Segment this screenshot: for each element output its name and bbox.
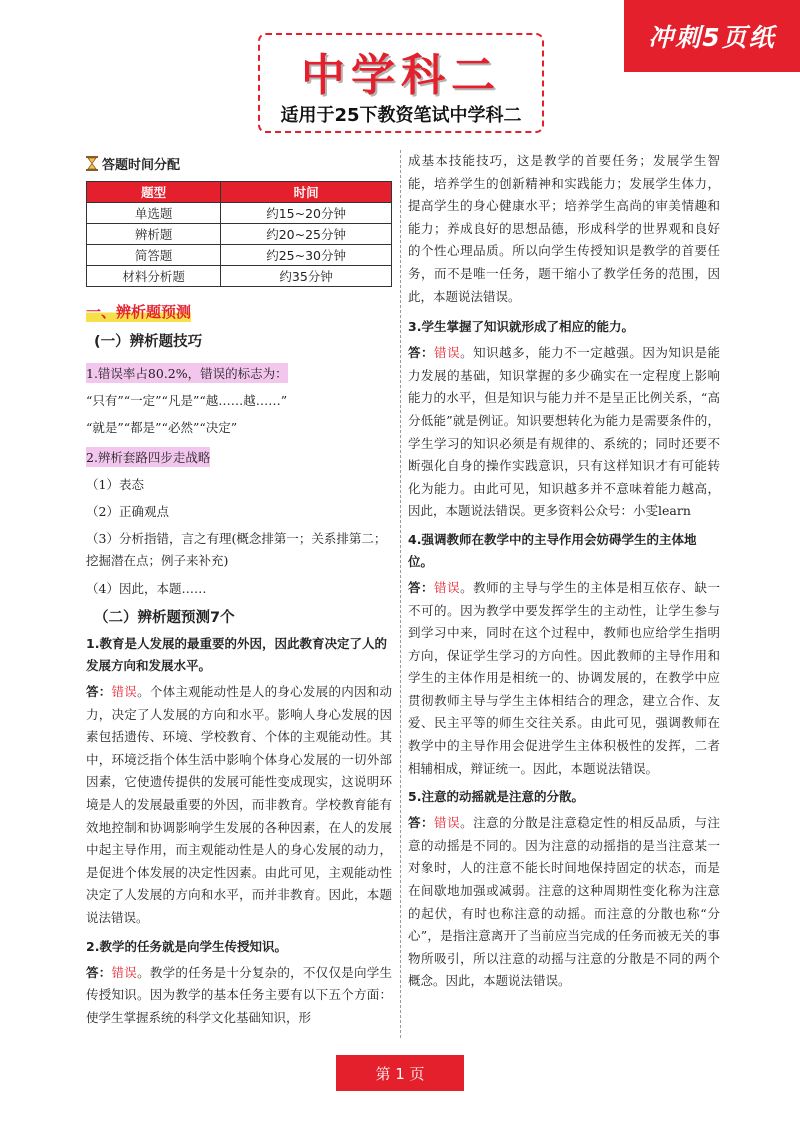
answer-4	[408, 577, 720, 780]
answer-label: 答：	[408, 345, 435, 361]
answer-3	[408, 342, 720, 523]
question-4: 4.强调教师在教学中的主导作用会妨碍学生的主体地位。	[408, 531, 697, 569]
column-header: 题型	[87, 182, 221, 203]
step-line: （1）表态	[86, 477, 144, 492]
answer-label: 答：	[408, 579, 435, 595]
step-line: （2）正确观点	[86, 504, 169, 519]
subsection-title: （二）辨析题预测7个	[94, 610, 235, 626]
answer-text: 。知识越多，能力不一定越强。因为知识是能力发展的基础，知识掌握的多少确实在一定程度上影响能力的水平，但是知识与能力并不是呈正比例关系，“高分低能”就是例证。知识要想转化为能力是需要条件的，学生学习的知识必须是有规律的、系统的；同时还要不断强化自身的操作实践意识，只有这样知识才有可能转化为能力。由此可见，知识越多并不意味着能力越高，因此，本题说法错误。更多资料公众号：小雯learn	[408, 345, 720, 519]
right-column	[408, 150, 720, 993]
table-cell: 约25~30分钟	[221, 245, 392, 266]
column-divider	[400, 150, 401, 1038]
answer-label: 答：	[86, 964, 112, 980]
wrong-verdict: 错误	[434, 815, 461, 831]
table-cell: 约20~25分钟	[221, 224, 392, 245]
table-row	[87, 245, 392, 266]
question-3: 3.学生掌握了知识就形成了相应的能力。	[408, 319, 634, 335]
answer-2-continued: 成基本技能技巧，这是教学的首要任务；发展学生智能，培养学生的创新精神和实践能力；发展学生体力，提高学生的身心健康水平；培养学生高尚的审美情趣和能力；养成良好的思想品德，形成科学的世界观和良好的个性心理品质。所以向学生传授知识是教学的首要任务，而不是唯一任务，题干缩小了教学任务的范围，因此，本题说法错误。	[408, 153, 720, 304]
wrong-verdict: 错误	[111, 964, 138, 980]
marker-line: “就是”“都是”“必然”“决定”	[86, 420, 238, 435]
table-cell: 单选题	[87, 203, 221, 224]
table-cell: 约35分钟	[221, 266, 392, 287]
marker-line: “只有”“一定”“凡是”“越……越……”	[86, 393, 288, 408]
table-row	[87, 266, 392, 287]
timing-table	[86, 181, 392, 287]
table-header-row	[87, 182, 392, 203]
answer-1	[86, 681, 392, 930]
page-number: 第 1 页	[336, 1055, 464, 1091]
wrong-verdict: 错误	[111, 684, 138, 699]
step-line: （4）因此，本题……	[86, 581, 207, 596]
question-2: 2.教学的任务就是向学生传授知识。	[86, 938, 287, 954]
answer-text: 。个体主观能动性是人的身心发展的内因和动力，决定了人发展的方向和水平。影响人身心发展的因素包括遗传、环境、学校教育、个体的主观能动性。其中，环境泛指个体生活中影响个体身心发展的一切外部因素，它使遗传提供的发展可能性变成现实，这说明环境是人的发展最重要的外因，而非教育。学校教育能有效地控制和协调影响学生发展的各种因素，在人的发展中起主导作用，而主观能动性是人的身心发展的动力，是促进个体发展的决定性因素。由此可见，主观能动性决定了人发展的方向和水平，而并非教育。因此，本题说法错误。	[86, 684, 392, 925]
answer-label: 答：	[408, 815, 435, 831]
question-1: 1.教育是人发展的最重要的外因，因此教育决定了人的发展方向和发展水平。	[86, 636, 387, 673]
column-header: 时间	[221, 182, 392, 203]
table-row	[87, 224, 392, 245]
answer-text: 。教学的任务是十分复杂的，不仅仅是向学生传授知识。因为教学的基本任务主要有以下五个方面：使学生掌握系统的科学文化基础知识，形	[86, 964, 392, 1025]
tip-highlight: 1.错误率占80.2%，错误的标志为：	[86, 363, 288, 383]
step-line: （3）分析指错，言之有理(概念排第一；关系排第二；挖掘潜在点；例子来补充)	[86, 531, 387, 568]
timing-heading	[86, 154, 392, 173]
table-cell: 辨析题	[87, 224, 221, 245]
section-title: 一、辨析题预测	[86, 303, 192, 321]
answer-2	[86, 962, 392, 1030]
table-cell: 材料分析题	[87, 266, 221, 287]
tip-highlight: 2.辨析套路四步走战略	[86, 447, 210, 467]
hourglass-icon	[86, 156, 98, 171]
answer-text: 。注意的分散是注意稳定性的相反品质，与注意的动摇是不同的。因为注意的动摇指的是当注意某一对象时，人的注意不能长时间地保持固定的状态，而是在间歇地加强或减弱。注意的这种周期性变化称为注意的起伏，有时也称注意的动摇。而注意的分散也称“分心”，是指注意离开了当前应当完成的任务而被无关的事物所吸引，所以注意的动摇与注意的分散是不同的两个概念。因此，本题说法错误。	[408, 815, 720, 989]
answer-5	[408, 812, 720, 993]
subsection-title: (一）辨析题技巧	[94, 334, 203, 350]
table-cell: 简答题	[87, 245, 221, 266]
corner-badge: 冲刺5页纸	[624, 0, 800, 72]
wrong-verdict: 错误	[434, 345, 461, 361]
left-column	[86, 150, 392, 1029]
title-box	[258, 33, 544, 133]
timing-heading-text: 答题时间分配	[102, 158, 181, 173]
table-cell: 约15~20分钟	[221, 203, 392, 224]
answer-label: 答：	[86, 684, 112, 699]
answer-text: 。教师的主导与学生的主体是相互依存、缺一不可的。因为教学中要发挥学生的主动性，让学生参与到学习中来，同时在这个过程中，教师也应给学生指明方向，保证学生学习的方向性。因此教师的主导作用和学生的主体作用是相统一的、协调发展的，在教学中应贯彻教师主导与学生主体相结合的理念，建立合作、友爱、民主平等的师生交往关系。由此可见，强调教师在教学中的主导作用会促进学生主体积极性的发挥，二者相辅相成，辩证统一。因此，本题说法错误。	[408, 579, 720, 776]
page-subtitle: 适用于25下教资笔试中学科二	[280, 105, 522, 126]
question-5: 5.注意的动摇就是注意的分散。	[408, 789, 584, 805]
wrong-verdict: 错误	[434, 579, 461, 595]
page-title: 中学科二	[301, 50, 501, 101]
table-row	[87, 203, 392, 224]
